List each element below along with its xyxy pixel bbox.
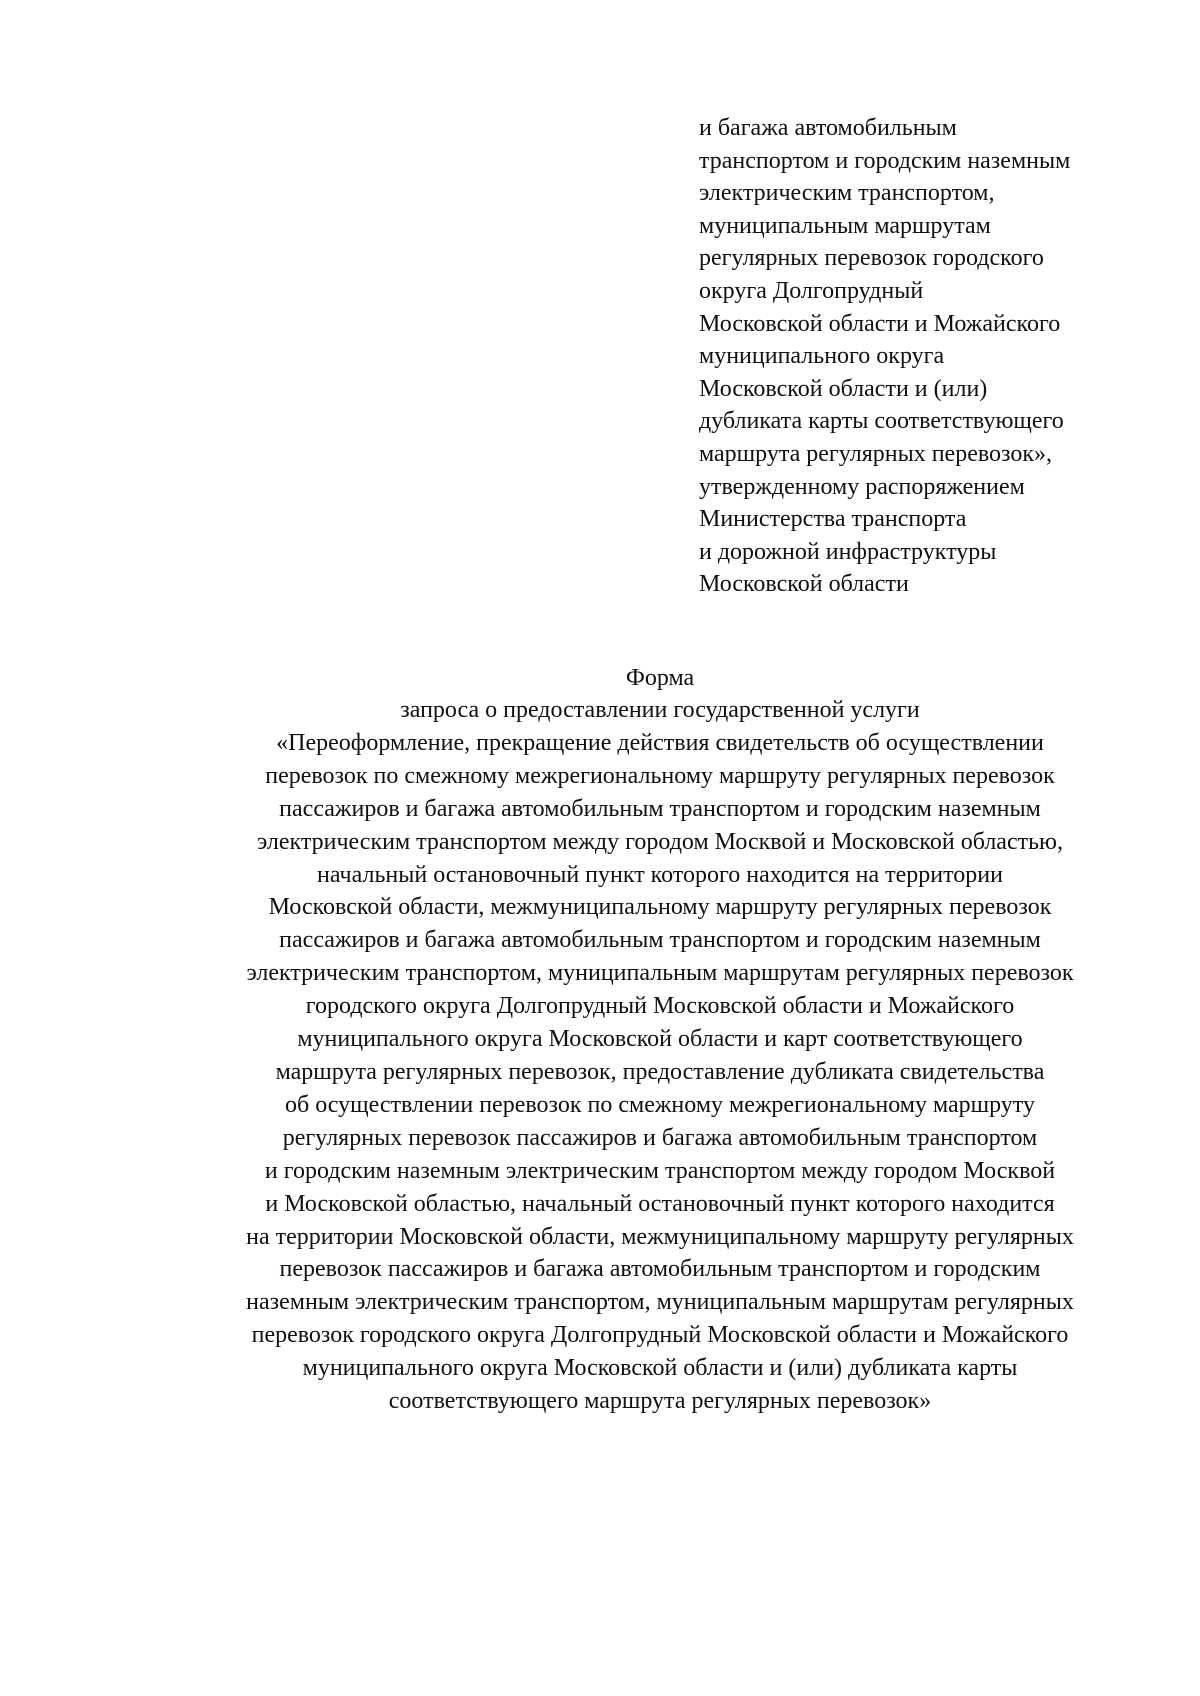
form-line: запроса о предоставлении государственной услуги bbox=[400, 697, 920, 723]
approval-line: округа Долгопрудный bbox=[699, 277, 924, 304]
approval-line: регулярных перевозок городского bbox=[699, 245, 1044, 272]
approval-line: Московской области и (или) bbox=[699, 375, 988, 402]
form-line: перевозок по смежному межрегиональному маршруту регулярных перевозок bbox=[265, 762, 1055, 789]
approval-reference-block bbox=[699, 112, 1159, 601]
form-line: соответствующего маршрута регулярных перевозок» bbox=[388, 1388, 932, 1415]
approval-line: муниципального округа bbox=[699, 343, 945, 370]
form-line: маршрута регулярных перевозок, предоставление дубликата свидетельства bbox=[275, 1058, 1045, 1085]
form-line: электрическим транспортом между городом Москвой и Московской областью, bbox=[257, 828, 1063, 855]
form-line: перевозок пассажиров и багажа автомобильным транспортом и городским bbox=[279, 1256, 1041, 1283]
form-line: муниципального округа Московской области и карт соответствующего bbox=[297, 1026, 1023, 1053]
form-line: пассажиров и багажа автомобильным транспортом и городским наземным bbox=[279, 927, 1041, 954]
approval-line: Московской области и Можайского bbox=[699, 310, 1061, 337]
approval-line: и дорожной инфраструктуры bbox=[699, 538, 997, 565]
form-line: «Переоформление, прекращение действия свидетельств об осуществлении bbox=[276, 729, 1044, 756]
form-line: перевозок городского округа Долгопрудный Московской области и Можайского bbox=[251, 1322, 1069, 1349]
form-line: наземным электрическим транспортом, муниципальным маршрутам регулярных bbox=[246, 1289, 1074, 1316]
approval-line: муниципальным маршрутам bbox=[699, 212, 991, 239]
form-line: городского округа Долгопрудный Московской области и Можайского bbox=[305, 993, 1015, 1020]
form-line: на территории Московской области, межмуниципальному маршруту регулярных bbox=[246, 1223, 1074, 1250]
form-line: Московской области, межмуниципальному маршруту регулярных перевозок bbox=[268, 894, 1052, 921]
form-line: регулярных перевозок пассажиров и багажа автомобильным транспортом bbox=[282, 1124, 1038, 1151]
form-line: и городским наземным электрическим транспортом между городом Москвой bbox=[264, 1157, 1056, 1184]
form-title: Форма bbox=[625, 665, 695, 691]
form-line: начальный остановочный пункт которого находится на территории bbox=[317, 861, 1003, 888]
approval-line: транспортом и городским наземным bbox=[699, 147, 1071, 174]
approval-line: Министерства транспорта bbox=[699, 506, 967, 533]
form-line: пассажиров и багажа автомобильным транспортом и городским наземным bbox=[279, 795, 1041, 822]
approval-line: маршрута регулярных перевозок», bbox=[699, 440, 1053, 467]
form-description bbox=[160, 694, 1160, 1418]
form-line: и Московской областью, начальный остановочный пункт которого находится bbox=[265, 1190, 1055, 1217]
form-line: муниципального округа Московской области и (или) дубликата карты bbox=[302, 1355, 1018, 1382]
approval-line: Московской области bbox=[699, 571, 909, 598]
approval-line: дубликата карты соответствующего bbox=[699, 408, 1064, 435]
approval-line: электрическим транспортом, bbox=[699, 180, 995, 207]
approval-line: утвержденному распоряжением bbox=[699, 473, 1025, 500]
approval-line: и багажа автомобильным bbox=[699, 115, 957, 141]
form-line: об осуществлении перевозок по смежному межрегиональному маршруту bbox=[285, 1091, 1035, 1118]
form-line: электрическим транспортом, муниципальным маршрутам регулярных перевозок bbox=[246, 960, 1074, 987]
